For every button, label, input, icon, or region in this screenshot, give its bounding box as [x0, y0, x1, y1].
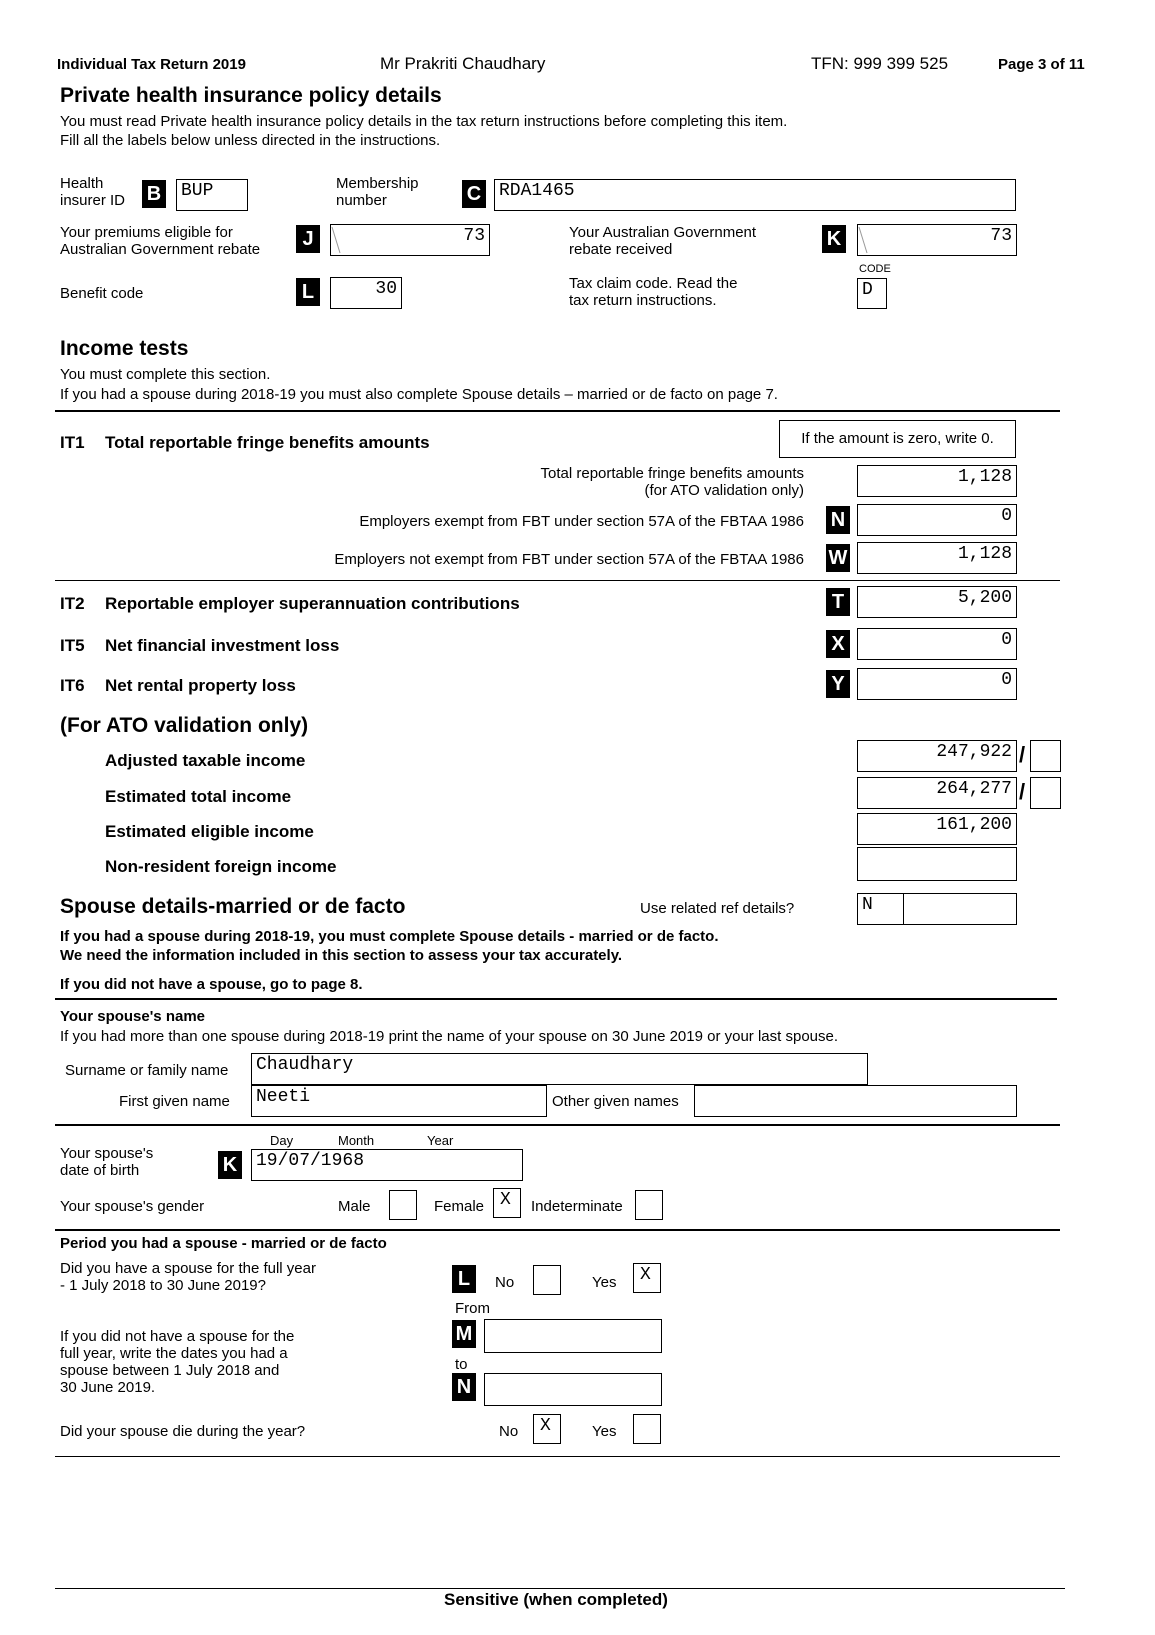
- membership-number-field[interactable]: RDA1465: [494, 179, 1016, 211]
- spouse-name-instruction: If you had more than one spouse during 2018-19 print the name of your spouse on 30 June 2019 or your last spouse.: [60, 1028, 839, 1045]
- not-exempt-field[interactable]: 1,128: [857, 542, 1017, 574]
- membership-label: Membership number: [336, 175, 419, 209]
- tfn: TFN: 999 399 525: [811, 54, 949, 73]
- indeterminate-label: Indeterminate: [531, 1198, 623, 1215]
- label-N: N: [452, 1373, 476, 1401]
- to-date-field[interactable]: [484, 1373, 662, 1406]
- it6-number: IT6: [60, 676, 85, 695]
- dob-label: Your spouse's date of birth: [60, 1145, 154, 1179]
- it1-label: Total reportable fringe benefits amounts: [105, 433, 430, 452]
- label-N: N: [826, 506, 850, 534]
- from-caption: From: [455, 1300, 490, 1317]
- premiums-label: Your premiums eligible for Australian Government rebate: [60, 224, 261, 258]
- day-caption: Day: [270, 1133, 294, 1148]
- slash-decoration: [331, 225, 341, 255]
- ato-validation-title: (For ATO validation only): [60, 714, 309, 737]
- rebate-label: Your Australian Government rebate received: [569, 224, 757, 258]
- it2-number: IT2: [60, 594, 85, 613]
- it6-label: Net rental property loss: [105, 676, 296, 695]
- label-B: B: [142, 180, 166, 208]
- month-caption: Month: [338, 1133, 375, 1148]
- label-C: C: [462, 180, 486, 208]
- spouse-instruction-3: If you did not have a spouse, go to page 8.: [60, 976, 363, 993]
- label-X: X: [826, 630, 850, 658]
- related-ref-label: Use related ref details?: [640, 900, 795, 917]
- spouse-name-heading: Your spouse's name: [60, 1008, 205, 1025]
- exempt-field[interactable]: 0: [857, 504, 1017, 536]
- adjusted-extra-field[interactable]: [1030, 740, 1061, 772]
- full-year-yes-checkbox[interactable]: X: [633, 1263, 661, 1293]
- phi-instruction-1: You must read Private health insurance policy details in the tax return instructions before completing this item.: [60, 113, 788, 130]
- taxpayer-name: Mr Prakriti Chaudhary: [380, 54, 546, 73]
- benefit-code-label: Benefit code: [60, 285, 144, 302]
- income-tests-title: Income tests: [60, 337, 189, 360]
- yes-label: Yes: [592, 1274, 617, 1291]
- divider: [55, 580, 1060, 581]
- to-caption: to: [455, 1356, 468, 1373]
- year-caption: Year: [427, 1133, 454, 1148]
- period-heading: Period you had a spouse - married or de facto: [60, 1235, 387, 1252]
- divider: [55, 1456, 1060, 1457]
- not-exempt-label: Employers not exempt from FBT under section 57A of the FBTAA 1986: [334, 551, 804, 568]
- male-label: Male: [338, 1198, 371, 1215]
- label-L: L: [296, 278, 320, 306]
- spouse-die-question: Did your spouse die during the year?: [60, 1423, 306, 1440]
- estimated-extra-field[interactable]: [1030, 777, 1061, 809]
- label-Y: Y: [826, 670, 850, 698]
- divider: [55, 1229, 1060, 1231]
- female-checkbox[interactable]: X: [493, 1188, 521, 1218]
- rebate-received-field[interactable]: 73: [857, 224, 1017, 256]
- page-number: Page 3 of 11: [998, 56, 1085, 73]
- non-resident-foreign-income-field[interactable]: [857, 847, 1017, 881]
- form-title: Individual Tax Return 2019: [57, 56, 246, 73]
- first-name-label: First given name: [119, 1093, 230, 1110]
- exempt-label: Employers exempt from FBT under section 57A of the FBTAA 1986: [359, 513, 804, 530]
- label-J: J: [296, 225, 320, 253]
- label-T: T: [826, 588, 850, 616]
- no-label: No: [495, 1274, 515, 1291]
- label-L: L: [452, 1265, 476, 1293]
- it5-label: Net financial investment loss: [105, 636, 340, 655]
- partial-year-instruction: If you did not have a spouse for the full year, write the dates you had a spouse between 1 July 2018 and 30 June 2019.: [60, 1328, 295, 1396]
- zero-note: If the amount is zero, write 0.: [779, 420, 1016, 458]
- non-resident-foreign-income-label: Non-resident foreign income: [105, 857, 337, 876]
- label-W: W: [826, 544, 850, 572]
- estimated-total-income-label: Estimated total income: [105, 787, 292, 806]
- gender-label: Your spouse's gender: [60, 1198, 205, 1215]
- spouse-title: Spouse details-married or de facto: [60, 895, 406, 918]
- full-year-question: Did you have a spouse for the full year - 1 July 2018 to 30 June 2019?: [60, 1260, 316, 1294]
- full-year-no-checkbox[interactable]: [533, 1265, 561, 1295]
- it5-field[interactable]: 0: [857, 628, 1017, 660]
- spouse-die-no-checkbox[interactable]: X: [533, 1414, 561, 1444]
- separator-slash: /: [1019, 742, 1026, 767]
- male-checkbox[interactable]: [389, 1190, 417, 1220]
- separator-slash: /: [1019, 779, 1026, 804]
- it2-field[interactable]: 5,200: [857, 586, 1017, 618]
- it5-number: IT5: [60, 636, 85, 655]
- slash-decoration: [858, 225, 868, 255]
- estimated-total-income-field[interactable]: 264,277: [857, 777, 1017, 809]
- female-label: Female: [434, 1198, 485, 1215]
- other-names-label: Other given names: [552, 1093, 679, 1110]
- footer-divider: [55, 1588, 1065, 1589]
- related-ref-field[interactable]: N: [857, 893, 1017, 925]
- no-label: No: [499, 1423, 519, 1440]
- sensitive-footer: Sensitive (when completed): [444, 1590, 668, 1609]
- label-M: M: [452, 1320, 476, 1348]
- spouse-die-yes-checkbox[interactable]: [633, 1414, 661, 1444]
- code-caption: CODE: [859, 263, 891, 275]
- indeterminate-checkbox[interactable]: [635, 1190, 663, 1220]
- estimated-eligible-income-field[interactable]: 161,200: [857, 813, 1017, 845]
- it2-label: Reportable employer superannuation contributions: [105, 594, 520, 613]
- health-insurer-id-field[interactable]: BUP: [176, 179, 248, 211]
- yes-label: Yes: [592, 1423, 617, 1440]
- insurer-label: Health insurer ID: [60, 175, 126, 209]
- adjusted-taxable-income-label: Adjusted taxable income: [105, 751, 306, 770]
- adjusted-taxable-income-field[interactable]: 247,922: [857, 740, 1017, 772]
- label-K: K: [822, 225, 846, 253]
- premiums-field[interactable]: 73: [330, 224, 490, 256]
- income-tests-instruction-1: You must complete this section.: [60, 366, 271, 383]
- from-date-field[interactable]: [484, 1319, 662, 1353]
- spouse-dob-field[interactable]: 19/07/1968: [251, 1149, 523, 1181]
- tax-claim-label: Tax claim code. Read the tax return instructions.: [569, 275, 738, 309]
- spouse-instruction-1: If you had a spouse during 2018-19, you must complete Spouse details - married or de facto.: [60, 928, 719, 945]
- benefit-code-field[interactable]: 30: [330, 277, 402, 309]
- label-K: K: [218, 1151, 242, 1179]
- it1-number: IT1: [60, 433, 85, 452]
- spouse-instruction-2: We need the information included in this section to assess your tax accurately.: [60, 947, 623, 964]
- it1-total-label: Total reportable fringe benefits amounts (for ATO validation only): [540, 465, 804, 499]
- surname-field[interactable]: Chaudhary: [251, 1053, 868, 1085]
- estimated-eligible-income-label: Estimated eligible income: [105, 822, 314, 841]
- divider: [55, 410, 1060, 412]
- divider: [55, 1124, 1060, 1126]
- it1-total-field[interactable]: 1,128: [857, 465, 1017, 497]
- first-name-field[interactable]: Neeti: [251, 1085, 547, 1117]
- phi-title: Private health insurance policy details: [60, 84, 442, 107]
- it6-field[interactable]: 0: [857, 668, 1017, 700]
- divider: [55, 998, 1057, 1000]
- tax-claim-code-field[interactable]: D: [857, 278, 887, 309]
- income-tests-instruction-2: If you had a spouse during 2018-19 you must also complete Spouse details – married or de facto on page 7.: [60, 386, 778, 403]
- surname-label: Surname or family name: [65, 1062, 229, 1079]
- phi-instruction-2: Fill all the labels below unless directed in the instructions.: [60, 132, 441, 149]
- other-names-field[interactable]: [694, 1085, 1017, 1117]
